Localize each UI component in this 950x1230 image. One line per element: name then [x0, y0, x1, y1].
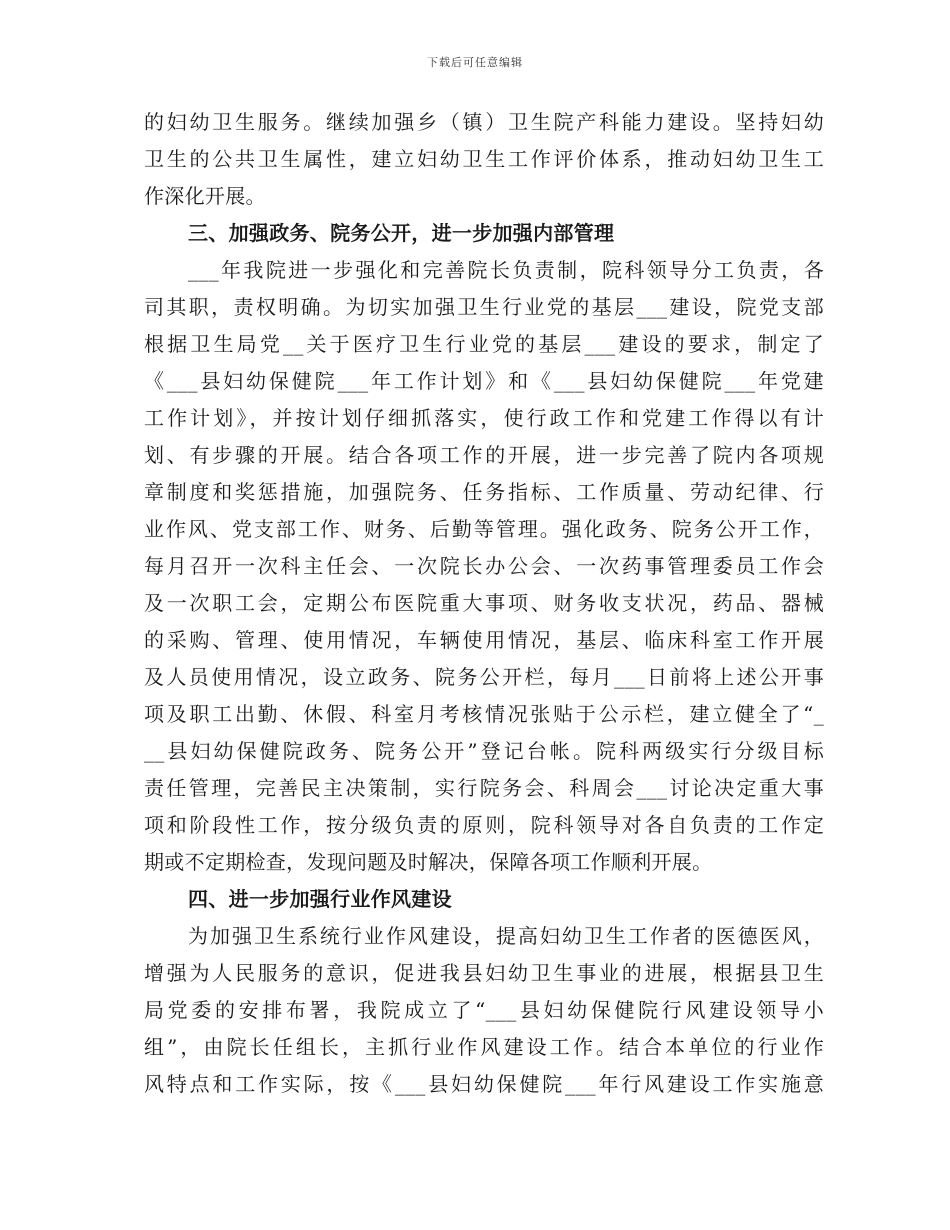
paragraph-line: 增强为人民服务的意识，促进我县妇幼卫生事业的进展，根据县卫生 — [144, 961, 824, 985]
paragraph-line: 的采购、管理、使用情况，车辆使用情况，基层、临床科室工作开展 — [144, 628, 824, 652]
paragraph-line: 章制度和奖惩措施，加强院务、任务指标、工作质量、劳动纪律、行 — [144, 480, 824, 504]
paragraph-line: 卫生的公共卫生属性，建立妇幼卫生工作评价体系，推动妇幼卫生工 — [144, 147, 824, 171]
paragraph-line: 《___县妇幼保健院___年工作计划》和《___县妇幼保健院___年党建 — [144, 369, 824, 393]
paragraph-line: 及一次职工会，定期公布医院重大事项、财务收支状况，药品、器械 — [144, 591, 824, 615]
paragraph-line: 及人员使用情况，设立政务、院务公开栏，每月___日前将上述公开事 — [144, 665, 824, 689]
paragraph-line: 责任管理，完善民主决策制，实行院务会、科周会___讨论决定重大事 — [144, 776, 824, 800]
paragraph-line: ___年我院进一步强化和完善院长负责制，院科领导分工负责，各 — [188, 258, 824, 282]
section-heading: 四、进一步加强行业作风建设 — [188, 887, 452, 911]
paragraph-line: 为加强卫生系统行业作风建设，提高妇幼卫生工作者的医德医风， — [188, 924, 824, 948]
paragraph-line: __县妇幼保健院政务、院务公开”登记台帐。院科两级实行分级目标 — [144, 739, 824, 763]
paragraph-line: 划、有步骤的开展。结合各项工作的开展，进一步完善了院内各项规 — [144, 443, 824, 467]
paragraph-line: 的妇幼卫生服务。继续加强乡（镇）卫生院产科能力建设。坚持妇幼 — [144, 110, 824, 134]
paragraph-line: 每月召开一次科主任会、一次院长办公会、一次药事管理委员工作会 — [144, 554, 824, 578]
paragraph-line: 组”，由院长任组长，主抓行业作风建设工作。结合本单位的行业作 — [144, 1035, 824, 1059]
section-heading: 三、加强政务、院务公开，进一步加强内部管理 — [188, 221, 615, 245]
paragraph-line: 作深化开展。 — [144, 184, 266, 208]
paragraph-line: 项及职工出勤、休假、科室月考核情况张贴于公示栏，建立健全了“_ — [144, 702, 824, 726]
paragraph-line: 根据卫生局党__关于医疗卫生行业党的基层___建设的要求，制定了 — [144, 332, 824, 356]
paragraph-line: 期或不定期检查，发现问题及时解决，保障各项工作顺利开展。 — [144, 850, 713, 874]
paragraph-line: 风特点和工作实际，按《___县妇幼保健院___年行风建设工作实施意 — [144, 1072, 824, 1096]
page-header: 下载后可任意编辑 — [427, 56, 523, 69]
paragraph-line: 工作计划》，并按计划仔细抓落实，使行政工作和党建工作得以有计 — [144, 406, 824, 430]
document-body — [144, 104, 824, 1103]
paragraph-line: 项和阶段性工作，按分级负责的原则，院科领导对各自负责的工作定 — [144, 813, 824, 837]
paragraph-line: 局党委的安排布署，我院成立了“___县妇幼保健院行风建设领导小 — [144, 998, 824, 1022]
paragraph-line: 业作风、党支部工作、财务、后勤等管理。强化政务、院务公开工作， — [144, 517, 824, 541]
paragraph-line: 司其职，责权明确。为切实加强卫生行业党的基层___建设，院党支部 — [144, 295, 824, 319]
